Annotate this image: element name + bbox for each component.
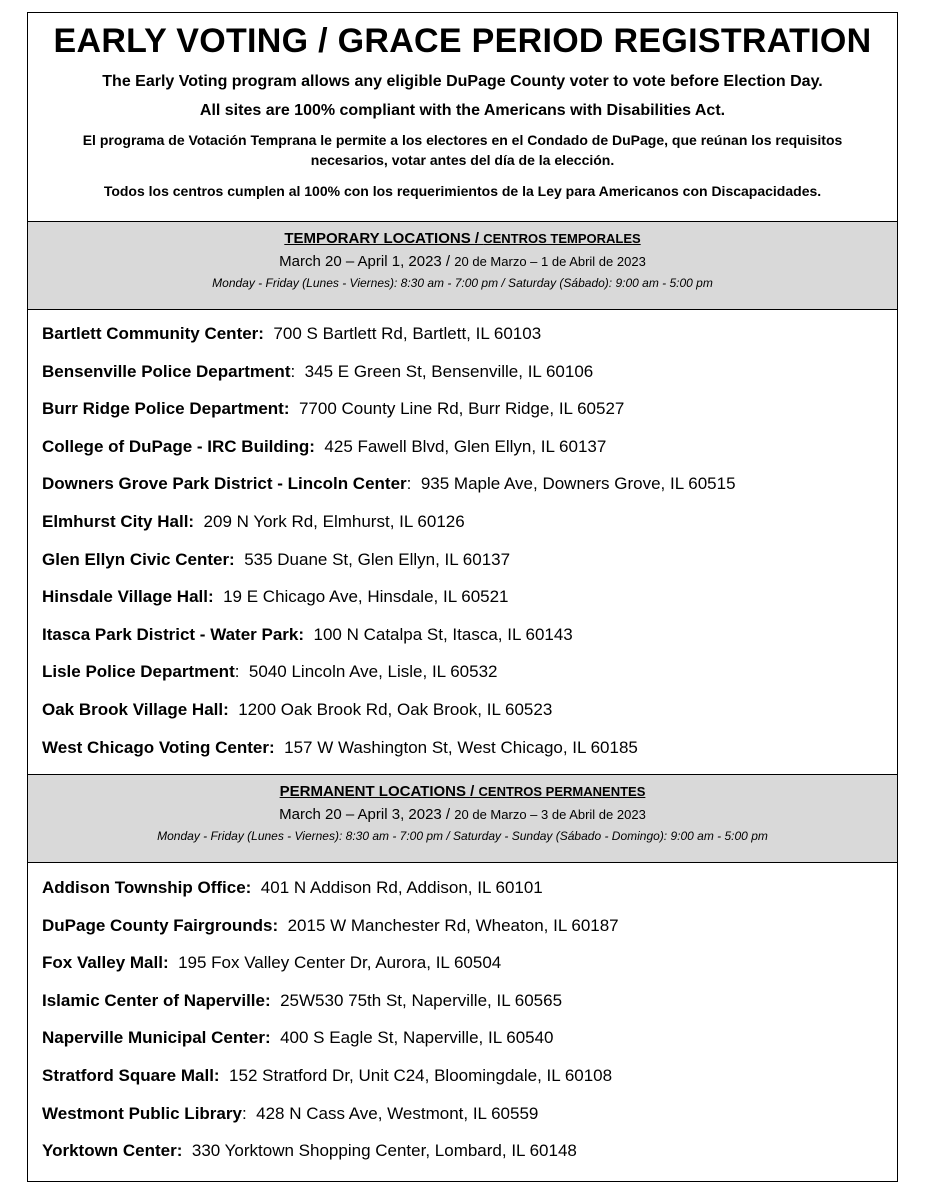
temporary-date-range: March 20 – April 1, 2023 / 20 de Marzo – 1 de Abril de 2023 (279, 253, 646, 270)
location-item: Westmont Public Library: 428 N Cass Ave, Westmont, IL 60559 (42, 1103, 539, 1123)
location-item: Burr Ridge Police Department: 7700 County Line Rd, Burr Ridge, IL 60527 (42, 399, 625, 419)
location-item: Yorktown Center: 330 Yorktown Shopping Center, Lombard, IL 60148 (42, 1141, 577, 1161)
permanent-locations-list (42, 877, 897, 1178)
page-title: EARLY VOTING / GRACE PERIOD REGISTRATION (53, 22, 872, 60)
location-item: Bensenville Police Department: 345 E Green St, Bensenville, IL 60106 (42, 361, 594, 381)
flyer-frame (27, 12, 898, 1182)
temporary-locations-header (28, 221, 897, 310)
location-item: Elmhurst City Hall: 209 N York Rd, Elmhurst, IL 60126 (42, 511, 465, 531)
location-item: Stratford Square Mall: 152 Stratford Dr, Unit C24, Bloomingdale, IL 60108 (42, 1065, 613, 1085)
location-item: Downers Grove Park District - Lincoln Center: 935 Maple Ave, Downers Grove, IL 60515 (42, 474, 736, 494)
location-item: Lisle Police Department: 5040 Lincoln Ave, Lisle, IL 60532 (42, 662, 498, 682)
location-item: Glen Ellyn Civic Center: 535 Duane St, Glen Ellyn, IL 60137 (42, 549, 511, 569)
temporary-locations-list (42, 323, 897, 774)
location-item: Fox Valley Mall: 195 Fox Valley Center Dr, Aurora, IL 60504 (42, 953, 502, 973)
permanent-section-title: PERMANENT LOCATIONS / CENTROS PERMANENTES (279, 783, 646, 800)
intro-spanish-program: El programa de Votación Temprana le permite a los electores en el Condado de DuPage, que reúnan los requisitos necesarios, votar antes del día de la elección. (82, 132, 843, 168)
location-item: DuPage County Fairgrounds: 2015 W Manchester Rd, Wheaton, IL 60187 (42, 915, 619, 935)
location-item: Itasca Park District - Water Park: 100 N Catalpa St, Itasca, IL 60143 (42, 624, 573, 644)
intro-spanish-ada: Todos los centros cumplen al 100% con los requerimientos de la Ley para Americanos con Discapacidades. (103, 183, 822, 199)
temporary-hours: Monday - Friday (Lunes - Viernes): 8:30 am - 7:00 pm / Saturday (Sábado): 9:00 am - 5:00 pm (212, 276, 713, 290)
permanent-date-range: March 20 – April 3, 2023 / 20 de Marzo – 3 de Abril de 2023 (279, 806, 646, 823)
location-item: Bartlett Community Center: 700 S Bartlett Rd, Bartlett, IL 60103 (42, 324, 542, 343)
location-item: Naperville Municipal Center: 400 S Eagle St, Naperville, IL 60540 (42, 1028, 554, 1048)
location-item: Islamic Center of Naperville: 25W530 75th St, Naperville, IL 60565 (42, 990, 563, 1010)
location-item: Addison Township Office: 401 N Addison Rd, Addison, IL 60101 (42, 878, 543, 897)
permanent-hours: Monday - Friday (Lunes - Viernes): 8:30 am - 7:00 pm / Saturday - Sunday (Sábado - Domingo): 9:00 am - 5:00 pm (157, 829, 768, 843)
location-item: West Chicago Voting Center: 157 W Washington St, West Chicago, IL 60185 (42, 737, 638, 757)
location-item: Oak Brook Village Hall: 1200 Oak Brook Rd, Oak Brook, IL 60523 (42, 699, 553, 719)
intro-english-program: The Early Voting program allows any eligible DuPage County voter to vote before Election Day. (102, 73, 823, 90)
intro-english-ada: All sites are 100% compliant with the Americans with Disabilities Act. (199, 102, 726, 119)
location-item: Hinsdale Village Hall: 19 E Chicago Ave, Hinsdale, IL 60521 (42, 587, 509, 607)
flyer-header (28, 13, 897, 222)
temporary-section-title: TEMPORARY LOCATIONS / CENTROS TEMPORALES (284, 230, 641, 247)
permanent-locations-header (28, 774, 897, 863)
location-item: College of DuPage - IRC Building: 425 Fawell Blvd, Glen Ellyn, IL 60137 (42, 436, 607, 456)
